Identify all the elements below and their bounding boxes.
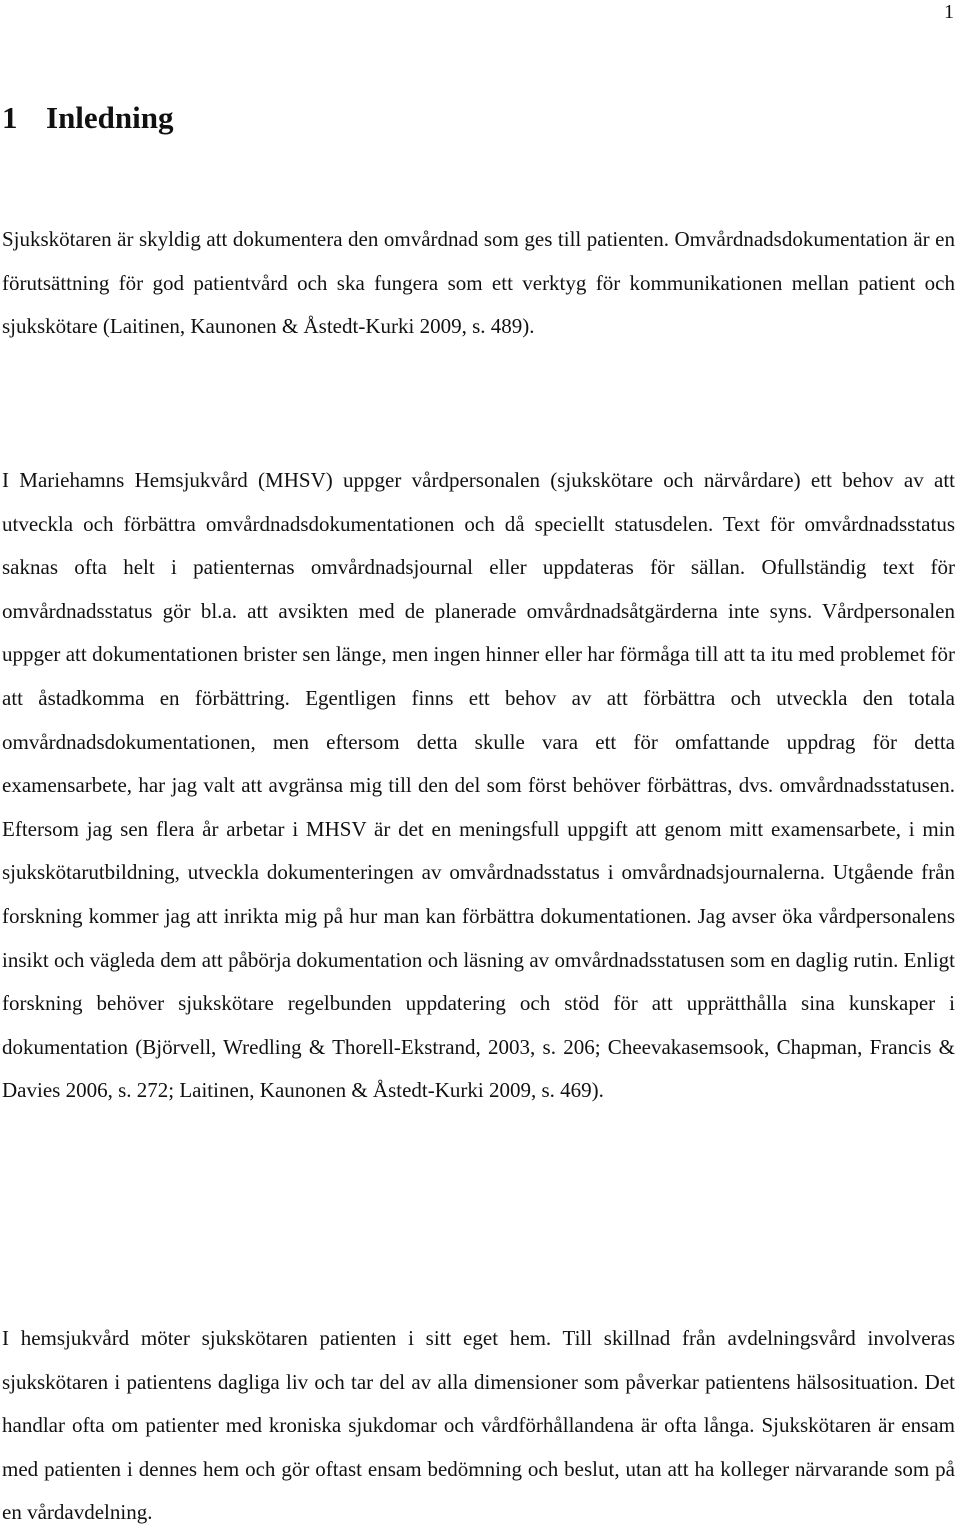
section-heading [2,98,174,138]
paragraph-home-care: I hemsjukvård möter sjukskötaren patienten i sitt eget hem. Till skillnad från avdelningsvård involveras sjukskötaren i patientens dagliga liv och tar del av alla dimensioner som påverkar patientens hälsosituation. Det handlar ofta om patienter med kroniska sjukdomar och vårdförhållandena är ofta långa. Sjukskötaren är ensam med patienten i dennes hem och gör oftast ensam bedömning och beslut, utan att ha kolleger närvarande som på en vårdavdelning. [2,1326,955,1525]
paragraph-background: I Mariehamns Hemsjukvård (MHSV) uppger vårdpersonalen (sjukskötare och närvårdare) ett behov av att utveckla och förbättra omvårdnadsdokumentationen och då speciellt statusdelen. Text för omvårdnadsstatus saknas ofta helt i patienternas omvårdnadsjournal eller uppdateras för sällan. Ofullständig text för omvårdnadsstatus gör bl.a. att avsikten med de planerade omvårdnadsåtgärderna inte syns. Vårdpersonalen uppger att dokumentationen brister sen länge, men ingen hinner eller har förmåga till att ta itu med problemet för att åstadkomma en förbättring. Egentligen finns ett behov av att förbättra och utveckla den totala omvårdnadsdokumentationen, men eftersom detta skulle vara ett för omfattande uppdrag för detta examensarbete, har jag valt att avgränsa mig till den del som först behöver förbättras, dvs. omvårdnadsstatusen. Eftersom jag sen flera år arbetar i MHSV är det en meningsfull uppgift att genom mitt examensarbete, i min sjukskötarutbildning, utveckla dokumenteringen av omvårdnadsstatus i omvårdnadsjournalerna. Utgående från forskning kommer jag att inrikta mig på hur man kan förbättra dokumentationen. Jag avser öka vårdpersonalens insikt och vägleda dem att påbörja dokumentation och läsning av omvårdnadsstatusen som en daglig rutin. Enligt forskning behöver sjukskötare regelbunden uppdatering och stöd för att upprätthålla sina kunskaper i dokumentation (Björvell, Wredling & Thorell-Ekstrand, 2003, s. 206; Cheevakasemsook, Chapman, Francis & Davies 2006, s. 272; Laitinen, Kaunonen & Åstedt-Kurki 2009, s. 469). [2,468,955,1103]
page-number: 1 [944,1,954,23]
section-number: 1 [2,100,18,135]
paragraph-intro: Sjukskötaren är skyldig att dokumentera den omvårdnad som ges till patienten. Omvårdnadsdokumentation är en förutsättning för god patientvård och ska fungera som ett verktyg för kommunikationen mellan patient och sjukskötare (Laitinen, Kaunonen & Åstedt-Kurki 2009, s. 489). [2,227,955,338]
section-title: Inledning [46,100,174,135]
